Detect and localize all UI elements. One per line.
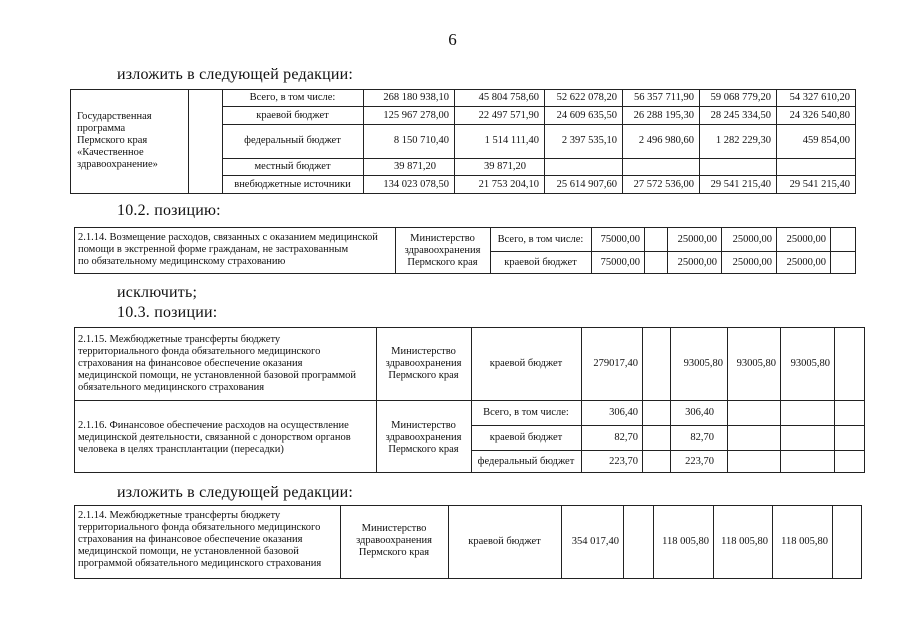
table-cell: 306,40 (685, 407, 714, 418)
table-cell: 52 622 078,20 (556, 92, 617, 103)
table-cell: 93005,80 (683, 358, 723, 369)
table-cell: 1 514 111,40 (484, 135, 539, 146)
source-total: Всего, в том числе: (497, 234, 584, 245)
heading-position-10-2: 10.2. позицию: (117, 202, 221, 219)
table-cell: 82,70 (614, 432, 638, 443)
table-cell: 1 282 229,30 (715, 135, 771, 146)
heading-edit-1: изложить в следующей редакции: (117, 66, 354, 83)
table-cell: 2 496 980,60 (638, 135, 694, 146)
table-cell: 223,70 (609, 456, 638, 467)
table-cell: 354 017,40 (571, 536, 619, 547)
source-local: местный бюджет (254, 161, 331, 172)
source-regional: краевой бюджет (489, 358, 563, 369)
measure-description: 2.1.15. Межбюджетные трансферты бюджету территориального фонда обязательного медицинского страхования на финансовое обеспечение оказания медицинской помощи, не установленной базовой программой обязательного медицинского страхования (78, 334, 356, 393)
table-cell: 279017,40 (593, 358, 638, 369)
table-cell: 25000,00 (786, 234, 826, 245)
table-cell: 223,70 (685, 456, 714, 467)
table-cell: 268 180 938,10 (383, 92, 449, 103)
table-cell: 25000,00 (786, 257, 826, 268)
table-cell: 25 614 907,60 (556, 179, 617, 190)
table-cell: 27 572 536,00 (633, 179, 694, 190)
program-name: Государственная программа Пермского края «Качественное здравоохранение» (77, 111, 158, 170)
heading-edit-2: изложить в следующей редакции: (117, 484, 354, 501)
table-cell: 24 326 540,80 (789, 110, 850, 121)
table-cell: 25000,00 (732, 234, 772, 245)
table-cell: 82,70 (690, 432, 714, 443)
table-cell: 118 005,80 (781, 536, 828, 547)
measure-description: 2.1.16. Финансовое обеспечение расходов на осуществление медицинской деятельности, связанной с донорством органов человека в целях трансплантации (пересадки) (78, 420, 351, 455)
table-cell: 22 497 571,90 (478, 110, 539, 121)
table-cell: 118 005,80 (721, 536, 768, 547)
source-regional: краевой бюджет (504, 257, 577, 268)
table-cell: 24 609 635,50 (556, 110, 617, 121)
table-cell: 93005,80 (736, 358, 776, 369)
table-cell: 25000,00 (677, 257, 717, 268)
table-cell: 459 854,00 (802, 135, 850, 146)
table-cell: 39 871,20 (484, 161, 526, 172)
table-cell: 75000,00 (600, 257, 640, 268)
table-cell: 54 327 610,20 (789, 92, 850, 103)
source-federal: федеральный бюджет (244, 135, 341, 146)
measure-description: 2.1.14. Возмещение расходов, связанных с оказанием медицинской помощи в экстренной форме гражданам, не застрахованным по обязательному медицинскому страхованию (78, 232, 378, 267)
table-cell: 56 357 711,90 (634, 92, 694, 103)
page-number: 6 (448, 30, 457, 49)
measure-description: 2.1.14. Межбюджетные трансферты бюджету территориального фонда обязательного медицинского страхования на финансовое обеспечение оказания медицинской помощи, не установленной базовой программой обязательного медицинского страхования (78, 510, 322, 569)
table-cell: 45 804 758,60 (478, 92, 539, 103)
heading-exclude: исключить; (117, 284, 198, 301)
table-cell: 306,40 (609, 407, 638, 418)
source-regional: краевой бюджет (468, 536, 541, 547)
responsible-ministry: Министерство здравоохранения Пермского края (385, 420, 462, 455)
responsible-ministry: Министерство здравоохранения Пермского края (356, 523, 432, 558)
source-regional: краевой бюджет (489, 432, 563, 443)
heading-positions-10-3: 10.3. позиции: (117, 304, 218, 321)
table-cell: 2 397 535,10 (561, 135, 617, 146)
table-cell: 28 245 334,50 (710, 110, 771, 121)
table-cell: 25000,00 (677, 234, 717, 245)
table-cell: 26 288 195,30 (633, 110, 694, 121)
table-cell: 118 005,80 (662, 536, 709, 547)
responsible-ministry: Министерство здравоохранения Пермского края (404, 233, 481, 268)
table-cell: 59 068 779,20 (710, 92, 771, 103)
source-extrabudget: внебюджетные источники (234, 179, 351, 190)
table-cell: 39 871,20 (394, 161, 436, 172)
table-cell: 134 023 078,50 (383, 179, 449, 190)
source-total: Всего, в том числе: (249, 92, 336, 103)
table-cell: 125 967 278,00 (383, 110, 449, 121)
source-regional: краевой бюджет (256, 110, 329, 121)
source-federal: федеральный бюджет (477, 456, 575, 467)
table-cell: 75000,00 (600, 234, 640, 245)
table-cell: 21 753 204,10 (478, 179, 539, 190)
responsible-ministry: Министерство здравоохранения Пермского края (385, 346, 462, 381)
table-cell: 93005,80 (790, 358, 830, 369)
table-cell: 8 150 710,40 (393, 135, 449, 146)
table-cell: 29 541 215,40 (710, 179, 771, 190)
table-cell: 25000,00 (732, 257, 772, 268)
source-total: Всего, в том числе: (483, 407, 569, 418)
table-cell: 29 541 215,40 (789, 179, 850, 190)
